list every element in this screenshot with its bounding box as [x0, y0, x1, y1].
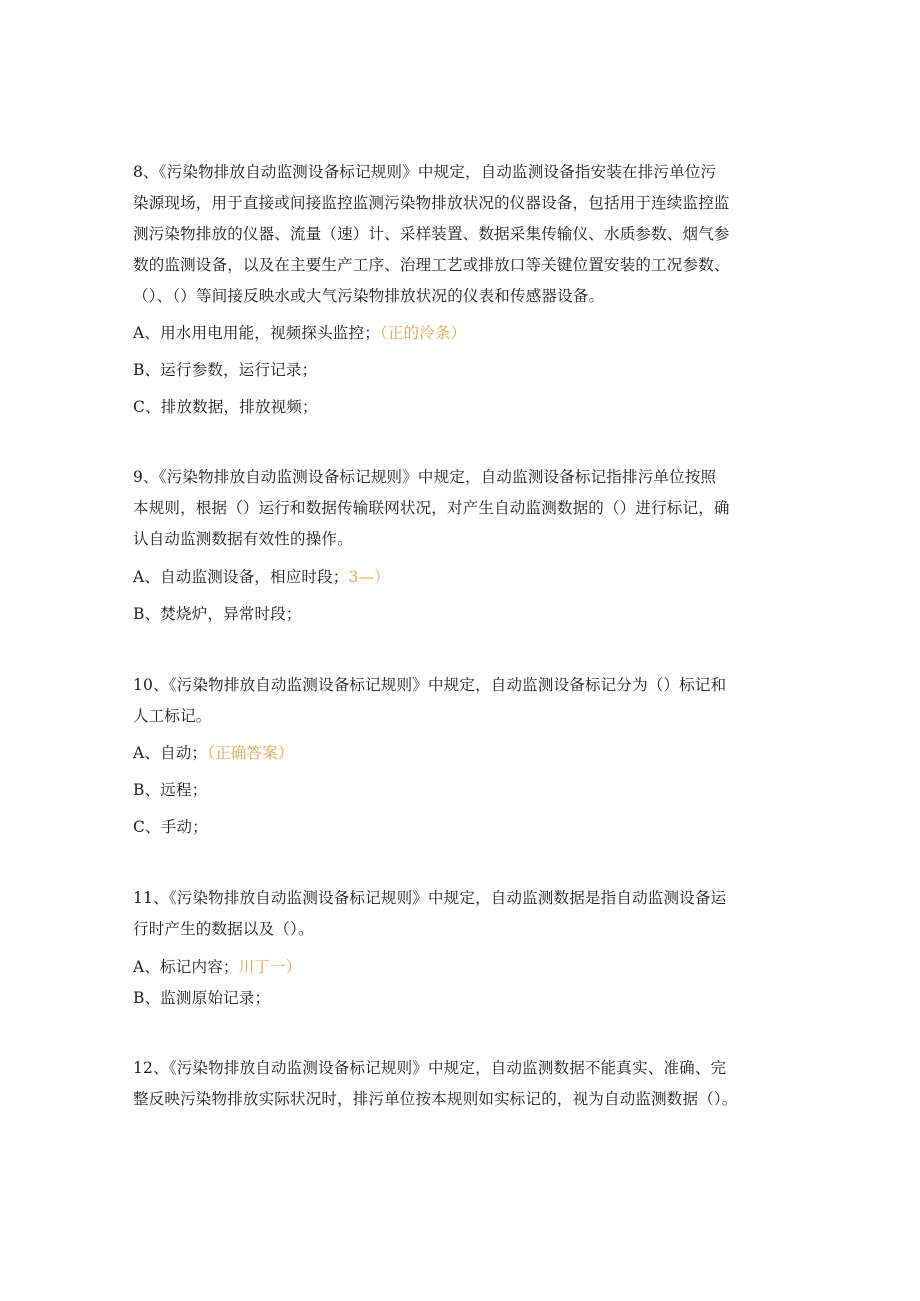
option-text: A、自动监测设备，相应时段； [133, 568, 349, 586]
question-11-option-b [133, 988, 270, 1008]
answer-mark: 川丁一） [238, 958, 302, 976]
option-text: A、用水用电用能，视频探头监控； [133, 324, 380, 342]
question-12-line-1: 12、《污染物排放自动监测设备标记规则》中规定，自动监测数据不能真实、准确、完 [133, 1059, 727, 1077]
option-text: C、手动； [133, 818, 208, 836]
option-text: C、排放数据，排放视频； [133, 398, 318, 416]
question-12-line-2: 整反映污染物排放实际状况时，排污单位按本规则如实标记的，视为自动监测数据（）。 [133, 1090, 738, 1108]
question-11-line-1: 11、《污染物排放自动监测设备标记规则》中规定，自动监测数据是指自动监测设备运 [133, 889, 727, 907]
question-8-line-3: 测污染物排放的仪器、流量（速）计、采样装置、数据采集传输仪、水质参数、烟气参 [133, 225, 730, 243]
question-10-line-2: 人工标记。 [133, 707, 212, 725]
question-11-option-a [133, 957, 301, 977]
question-9-line-1: 9、《污染物排放自动监测设备标记规则》中规定，自动监测设备标记指排污单位按照 [133, 468, 717, 486]
question-8-line-1: 8、《污染物排放自动监测设备标记规则》中规定，自动监测设备指安装在排污单位污 [133, 163, 717, 181]
answer-mark: 3—） [348, 568, 390, 586]
question-8-line-5: （）、（）等间接反映水或大气污染物排放状况的仪表和传感器设备。 [133, 287, 605, 305]
option-text: B、监测原始记录； [133, 989, 271, 1007]
question-11-line-2: 行时产生的数据以及（）。 [133, 920, 314, 938]
answer-mark: （正确答案） [207, 744, 294, 762]
answer-mark: （正的泠条） [379, 324, 467, 342]
option-text: B、远程； [133, 781, 208, 799]
option-text: B、焚烧炉，异常时段； [133, 605, 302, 623]
question-9-option-b [133, 604, 302, 624]
question-10-option-b [133, 780, 207, 800]
question-8-option-c [133, 397, 318, 417]
question-9-option-a [133, 567, 390, 587]
option-text: A、标记内容； [133, 958, 239, 976]
question-9-line-3: 认自动监测数据有效性的操作。 [133, 530, 353, 548]
question-10-option-c [133, 817, 208, 837]
question-8-line-4: 数的监测设备，以及在主要生产工序、治理工艺或排放口等关键位置安装的工况参数、 [133, 256, 730, 274]
question-8-line-2: 染源现场，用于直接或间接监控监测污染物排放状况的仪器设备，包括用于连续监控监 [133, 194, 730, 212]
question-9-line-2: 本规则，根据（）运行和数据传输联网状况，对产生自动监测数据的（）进行标记，确 [133, 499, 730, 517]
question-8-option-a [133, 323, 466, 343]
option-text: B、运行参数，运行记录； [133, 361, 318, 379]
option-text: A、自动； [133, 744, 208, 762]
question-10-line-1: 10、《污染物排放自动监测设备标记规则》中规定，自动监测设备标记分为（）标记和 [133, 676, 727, 694]
question-10-option-a [133, 743, 294, 763]
question-8-option-b [133, 360, 317, 380]
